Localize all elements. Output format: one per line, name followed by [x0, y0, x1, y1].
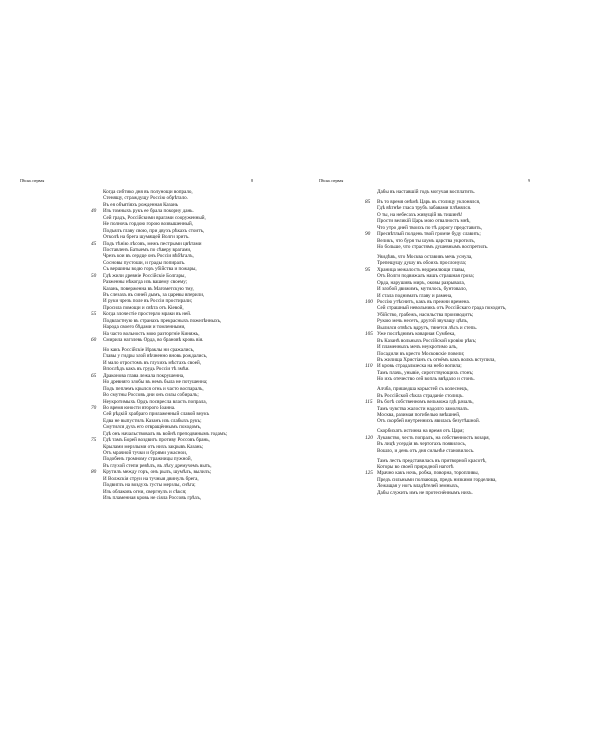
verse-text: Гдѣ жили древніе Россійскіе Болгары,: [103, 272, 186, 279]
verse-text: Въ ея объятіяхъ рожденная Казань: [103, 201, 178, 208]
verse-text: Въ богѣ собственномъ вельможа гдѣ рачалъ,: [377, 399, 474, 406]
verse-text: Когда сибтико дня въ полунощи вопрало,: [103, 189, 193, 195]
verse-text: Крутилъ между горъ, онъ рылъ, шумѣлъ, вылилъ;: [103, 469, 212, 476]
verse-text: Рукою мечь несетъ, другой звучащу цѣпь,: [377, 318, 469, 325]
line-number: 95: [365, 266, 371, 273]
verse-text: Просила помощи и свѣта отъ Кіевой,: [103, 304, 184, 311]
line-number: 85: [365, 198, 371, 205]
line-number: 50: [91, 272, 97, 279]
verse-text: Подвиглъ на воздухъ густы мерзлы, снѣга;: [103, 482, 196, 489]
verse-text: И Волжскія струи на тучныя двинулъ брега,: [103, 475, 199, 482]
verse-text: И мало отростомъ въ глухихъ мѣстахъ своей,: [103, 359, 201, 366]
verse-text: Смутился духъ его отвращённымъ походомъ,: [103, 424, 202, 431]
verse-text: И пламенныхъ мечъ неукротимо алъ,: [377, 344, 458, 351]
verse-text: Въ жилища Христіанъ съ огнёмъ какъ волкъ вступила,: [377, 356, 496, 363]
verse-text: Но древняго злобы въ немъ была не потушенна;: [103, 379, 208, 386]
verse-text: Тамъ лесть представилась въ притворной красотѣ,: [377, 457, 487, 464]
verse-text: Изъ томныхъ рукъ ее брала покорну дань.: [103, 208, 194, 215]
verse-text: Драконова глава лежала покрушенна,: [103, 372, 185, 379]
verse-text: Впослѣдъ какъ въ грудь Россіи тѣ змѣи.: [103, 366, 190, 373]
line-number: 90: [365, 231, 371, 238]
verse-text: Отъ мрачной тучки и бурями ужаснои,: [103, 450, 188, 456]
verse-text: Орда, нарушивъ миръ, оковы разрывала,: [377, 279, 466, 286]
verse-line: [377, 189, 506, 195]
verse-line: [377, 418, 506, 424]
verse-text: Лукавство, честь попралъ, на собственность возаря,: [377, 434, 490, 441]
verse-text: Гдѣ вѣтнѣе гласа трубъ забавами плѣнялся.: [377, 205, 472, 212]
verse-text: Уже послѣднимъ коварная Сумбека,: [377, 331, 456, 338]
verse-text: Отколѣ на брега шумящей Волги зритъ.: [103, 234, 190, 241]
line-number: 65: [91, 372, 97, 379]
verse-line: [377, 448, 506, 454]
verse-text: Гдѣ онъ начальствовалъ въ войнѣ преподвинымъ годамъ;: [103, 430, 228, 437]
verse-text: Въ слезахъ въ синей дымъ, за царевы вперили,: [103, 292, 205, 298]
verse-text: Увидѣвъ, что Москва оставивъ мечь уснула,: [377, 253, 473, 260]
verse-text: Сей страшный невольникъ отъ Россійскаго града походитъ,: [377, 305, 507, 312]
verse-text: Тамъ чувства жалости надолго замолчалъ.: [377, 405, 469, 412]
verse-text: Въ Казанѣ вольныхъ Россійской кровію рѣкъ;: [377, 337, 477, 344]
verse-text: Сей рѣдкій храбраго прилаженный славой внукъ: [103, 411, 210, 418]
line-number: 100: [365, 299, 373, 305]
verse-text: Подобенъ громному стражницы пужной,: [103, 456, 192, 463]
left-verse-block: [91, 189, 228, 502]
verse-text: Сей градъ, Россійскими врагами сооруженный,: [103, 214, 206, 221]
line-number: 40: [91, 208, 97, 215]
verse-text: Крылами мерзлыми отъ нихъ закрывъ Казань;: [103, 443, 204, 450]
verse-text: Изъ пламенная кровь не сіяла Россовъ грѣхъ,: [103, 495, 202, 502]
verse-text: Гдѣ тамъ Борей воздвигъ противу Россовъ брань,: [103, 437, 210, 444]
verse-text: О ты, на небесахъ живущій въ тишинѣ!: [377, 211, 463, 218]
verse-text: Не полночь гордою горою возвышенный,: [103, 221, 193, 228]
verse-text: Отъ Волги подвижалъ нашъ страшная гроза;: [377, 273, 475, 280]
line-number: 70: [91, 404, 97, 411]
verse-text: Подъ тѣнію лѣсовъ, межъ пестрыми цвѣтами: [103, 240, 202, 247]
verse-line: [377, 244, 506, 250]
verse-line: [91, 337, 227, 344]
verse-text: Но какъ Россійскіе Ираклы ни сражались,: [103, 347, 195, 353]
right-running-head: Пѣснь первая: [319, 178, 344, 183]
verse-text: Вылился отвѣсъ вдругъ, тянется лѣсъ и степь.: [377, 324, 477, 331]
verse-text: Изъ облаковъ огни, свергнулъ и сѣкся;: [103, 488, 187, 495]
line-number: 105: [365, 331, 373, 338]
verse-text: Но больше, что страстямъ душевнымъ воспретилъ.: [377, 244, 489, 250]
verse-text: И руки чрезъ поле въ Россіи простирали;: [103, 298, 193, 305]
verse-text: Алчба, пришедша корыстей съ колеснецъ,: [377, 386, 469, 393]
verse-text: На часто вольность мою разторгніе Киняжь,: [103, 330, 200, 337]
verse-text: Подъ пеплемъ крылся огнь и часто воспаралъ,: [103, 385, 204, 392]
line-number: 45: [91, 240, 97, 247]
verse-line: [377, 490, 506, 496]
verse-text: Лежащая у ногъ владѣтелей земныхъ,: [377, 483, 460, 490]
verse-text: Съ вершины водю горъ убійства и пожары,: [103, 266, 197, 273]
line-number: 125: [365, 470, 373, 477]
line-number: 60: [91, 337, 97, 344]
verse-text: Москва, разимая погибелью внѣшней,: [377, 411, 461, 418]
line-number: 55: [91, 311, 97, 318]
verse-text: Стенящу, страждущу Россію обрѣтало.: [103, 195, 188, 202]
verse-line: [377, 376, 506, 382]
left-running-head: Пѣснь первая: [20, 178, 45, 183]
line-number: 75: [91, 437, 97, 444]
verse-text: Посадили въ кресто Московскіе повели;: [377, 350, 465, 357]
verse-text: Подъялъ главу свою, при двухъ рѣкахъ стоитъ,: [103, 227, 205, 234]
verse-text: Храница межалость недремлющи главы,: [377, 266, 466, 273]
line-number: 120: [365, 434, 373, 441]
verse-text: И стала поднимать главу и рамена,: [377, 292, 453, 299]
verse-text: Въ Россійской сѣкла страданіе столицъ.: [377, 392, 464, 399]
verse-text: Отъ скорбей внутреннихъ явилась безутѣшной.: [377, 418, 480, 425]
right-page: [300, 0, 600, 750]
verse-text: Но ихъ отечество сей вопль ввѣдало и стонъ.: [377, 376, 475, 383]
right-page-number: 9: [528, 178, 531, 183]
verse-text: Чрезъ кои въ сердце онъ Россіи вѣбѣгалъ,: [103, 253, 194, 260]
line-number: 110: [365, 363, 373, 370]
verse-text: Предъ сильными ползающа, предъ низкими горделива,: [377, 476, 497, 483]
line-number: 115: [365, 399, 373, 406]
verse-text: Прости великій Царь мою отвалность мнѣ,: [377, 218, 471, 225]
verse-text: Казань, поверженна въ Магометскую тму,: [103, 285, 194, 292]
verse-text: Во смутны Россовъ дни онъ силы собиралъ;: [103, 392, 199, 399]
verse-text: Едва не выпустилъ Казанъ изъ слабыхъ рукъ;: [103, 417, 202, 424]
verse-text: Главы у гидры злой вѣчненно вновь рождались,: [103, 353, 208, 360]
verse-text: Разженны нѣкогда изъ вашему своему;: [103, 279, 188, 286]
verse-text: Тамъ плачь, унывіе, сиротствующихъ стонъ;: [377, 369, 474, 376]
verse-text: Подвластную въ странахъ прекрасныхъ пожелѣнныхъ,: [103, 317, 222, 324]
verse-text: Въ лицѣ усердія въ чертогахъ появилось,: [377, 441, 467, 448]
verse-text: Поставленъ Батыемъ по сѣверу врагами,: [103, 246, 192, 253]
verse-text: Въ глухой степи ревѣлъ, въ лѣсу дремучемъ выть,: [103, 462, 212, 469]
verse-text: Когда злочестіе простерло мраки въ ней.: [103, 311, 192, 318]
right-verse-block: [365, 189, 507, 496]
verse-text: Трепещущу душу въ обоихъ прослонула;: [377, 260, 467, 267]
verse-text: Дабы служить имъ не протеснённымъ нихъ.: [377, 489, 473, 496]
verse-text: Вошло, и день отъ дня сильнѣе становилось.: [377, 447, 475, 454]
verse-text: Великъ, что буря ты шумъ царства укротилъ,: [377, 237, 476, 244]
verse-text: Россію утѣснитъ, какъ въ прежни времена.: [377, 299, 471, 305]
verse-text: Скорбихатъ истинна на время отъ Царя;: [377, 428, 464, 435]
verse-text: Которы во своей природной наготѣ: [377, 464, 454, 470]
verse-text: Пресвѣтлый полдень твой громче буду славить;: [377, 231, 481, 238]
verse-text: Сосновы пустоши, и грады попиралъ.: [103, 259, 186, 266]
verse-text: И кровь страдальческа на небо вопила;: [377, 363, 462, 370]
line-number: 80: [91, 469, 97, 476]
verse-text: Въ то время онѣмѣ Царь въ столицу уклонялся,: [377, 198, 481, 205]
verse-text: Дабы въ наставшій годъ могучая восплатить.: [377, 189, 475, 195]
verse-line: [103, 495, 227, 501]
verse-text: Народа своего бѣдами и томленными,: [103, 324, 186, 331]
verse-text: Смирила нагзлевь Орда, во брановѣ кровь вія.: [103, 337, 204, 344]
verse-text: Во время юности второго Іоанна.: [103, 404, 176, 411]
verse-text: Что утро дней твоихъ по тѣ дорогу представить,: [377, 224, 482, 231]
verse-text: И злобой движимъ, мутилось, бунтовало,: [377, 286, 468, 293]
left-page-number: 8: [251, 178, 254, 183]
verse-text: Неукротимыхъ Ордъ посвресла власть попрала,: [103, 398, 207, 405]
verse-text: Убійство, грабежъ, насильства производитъ;: [377, 311, 474, 318]
verse-text: Мрачно какъ ночь, робка, поворна, торопливы,: [377, 470, 479, 477]
